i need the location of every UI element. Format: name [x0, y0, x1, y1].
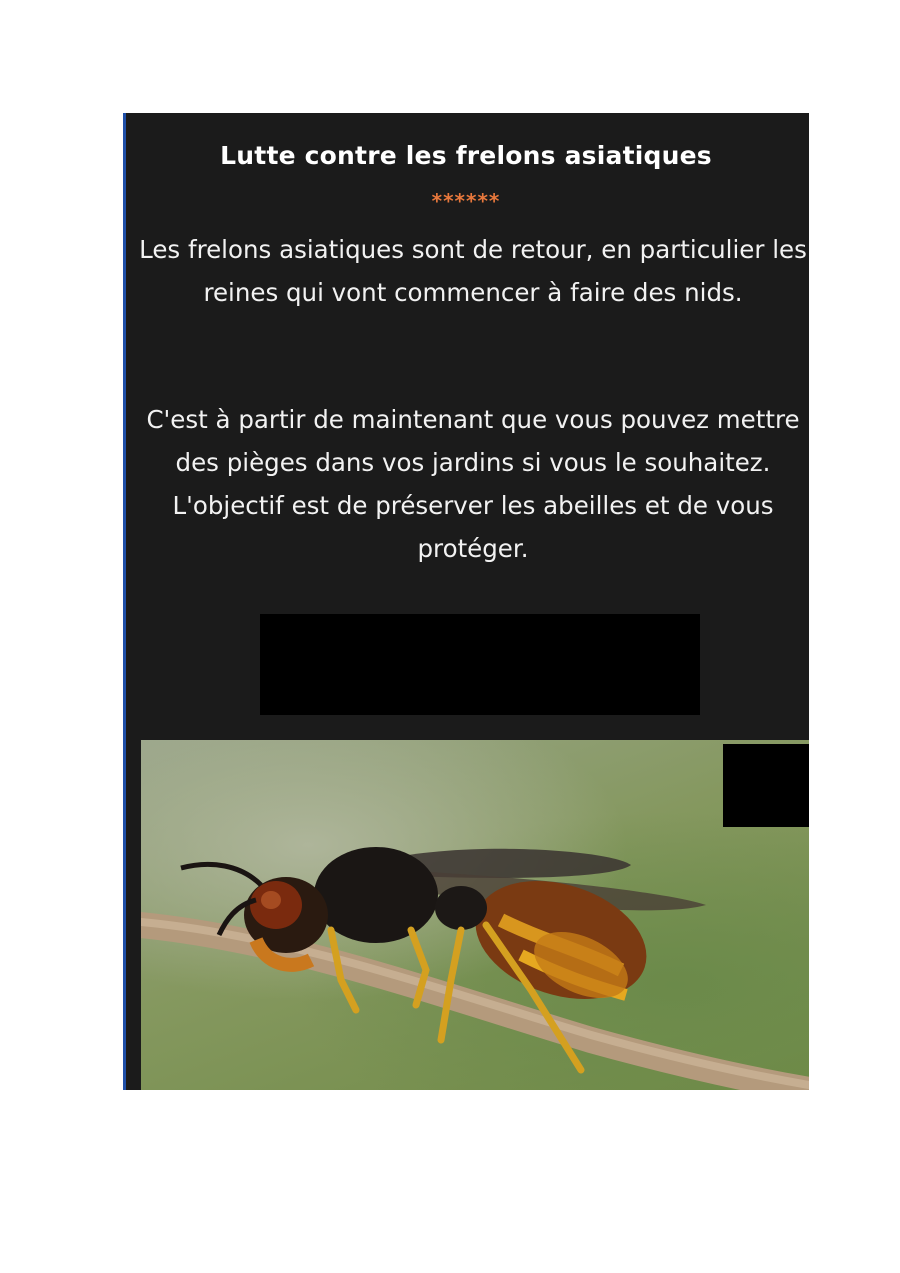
poster-title: Lutte contre les frelons asiatiques	[220, 141, 712, 170]
redacted-block	[260, 614, 700, 715]
poster-edge	[123, 113, 126, 1090]
redacted-corner-block	[723, 744, 809, 827]
hornet-illustration	[141, 740, 809, 1090]
intro-paragraph: Les frelons asiatiques sont de retour, en particulier les reines qui vont commencer à faire des nids.	[139, 235, 807, 307]
hornet-photo	[141, 740, 809, 1090]
poster	[123, 113, 809, 1090]
title-separator: ******	[431, 189, 501, 213]
advice-paragraph: C'est à partir de maintenant que vous pouvez mettre des pièges dans vos jardins si vous le souhaitez. L'objectif est de préserver les abeilles et de vous protéger.	[146, 405, 800, 563]
